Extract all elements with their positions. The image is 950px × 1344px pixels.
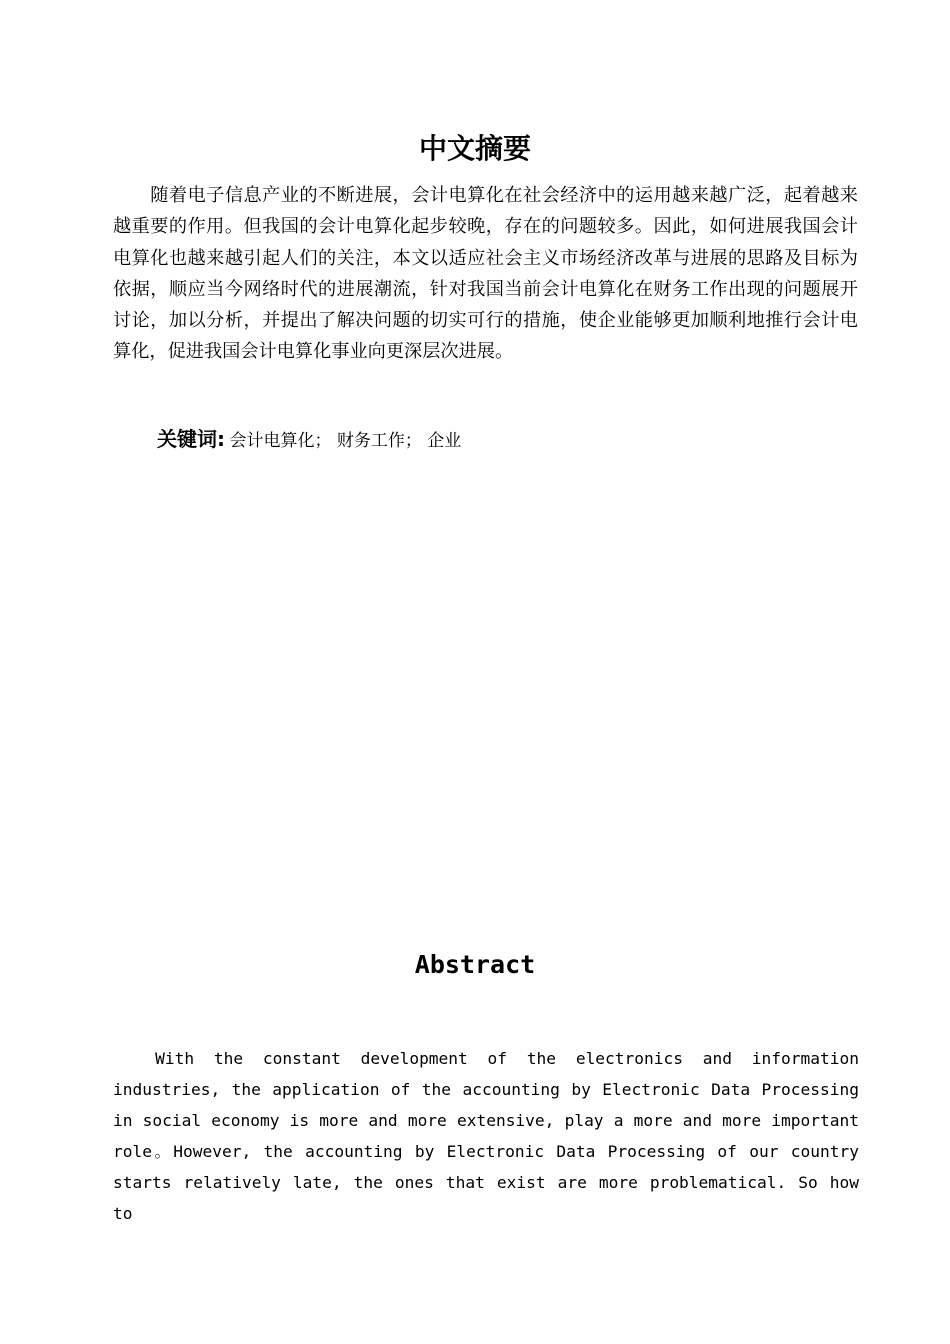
keywords-label: 关键词: <box>157 427 225 451</box>
chinese-abstract-title: 中文摘要 <box>418 132 531 165</box>
english-abstract-body: With the constant development of the electronics and information industries, the application of the accounting by Electronic Data Processing in social economy is more and more extensive, play a more and more important role。However, the accounting by Electronic Data Processing of our country starts relatively late, the ones that exist are more problematical. So how to <box>113 1049 859 1223</box>
english-abstract-title: Abstract <box>414 950 536 979</box>
keywords-line <box>157 424 461 456</box>
keywords-value: 会计电算化； 财务工作； 企业 <box>229 431 462 451</box>
chinese-abstract-body: 随着电子信息产业的不断进展，会计电算化在社会经济中的运用越来越广泛，起着越来越重要的作用。但我国的会计电算化起步较晚，存在的问题较多。因此，如何进展我国会计电算化也越来越引起人们的关注，本文以适应社会主义市场经济改革与进展的思路及目标为依据，顺应当今网络时代的进展潮流，针对我国当前会计电算化在财务工作出现的问题展开讨论，加以分析，并提出了解决问题的切实可行的措施，使企业能够更加顺利地推行会计电算化，促进我国会计电算化事业向更深层次进展。 <box>113 185 858 363</box>
